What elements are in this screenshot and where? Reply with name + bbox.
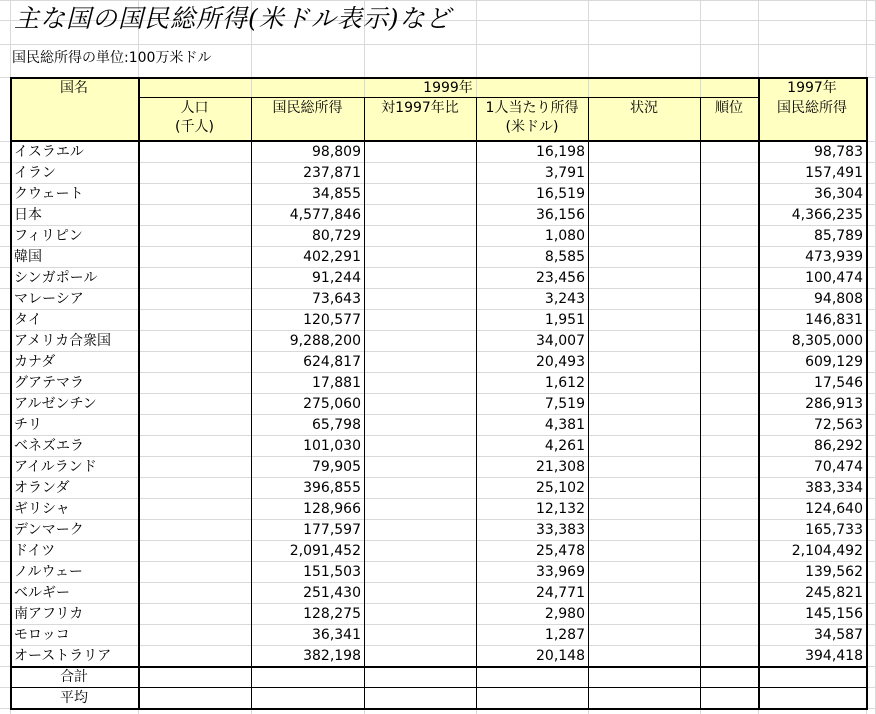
- cell-gni-1997[interactable]: 8,305,000: [791, 333, 863, 349]
- cell-country[interactable]: グアテマラ: [14, 375, 84, 391]
- cell-country[interactable]: イスラエル: [14, 144, 84, 160]
- cell-country[interactable]: クウェート: [14, 186, 84, 202]
- cell-country[interactable]: フィリピン: [14, 228, 83, 244]
- cell-per-capita[interactable]: 36,156: [536, 207, 585, 223]
- cell-per-capita[interactable]: 16,198: [536, 144, 585, 160]
- cell-gni-1997[interactable]: 139,562: [805, 564, 863, 580]
- cell-per-capita[interactable]: 12,132: [536, 501, 585, 517]
- gridline: [0, 183, 876, 184]
- cell-per-capita[interactable]: 3,791: [544, 165, 585, 181]
- cell-gni-1997[interactable]: 72,563: [814, 417, 863, 433]
- cell-country[interactable]: ベルギー: [14, 585, 70, 601]
- gridline: [0, 246, 876, 247]
- cell-country[interactable]: カナダ: [14, 354, 56, 370]
- cell-gni-1999[interactable]: 120,577: [303, 312, 361, 328]
- cell-country[interactable]: 韓国: [14, 249, 42, 265]
- header-population[interactable]: 人口: [180, 100, 209, 116]
- gridline: [0, 582, 876, 583]
- gridline: [0, 225, 876, 226]
- gridline: [0, 624, 876, 625]
- cell-per-capita[interactable]: 24,771: [536, 585, 585, 601]
- cell-gni-1997[interactable]: 98,783: [814, 144, 863, 160]
- border-header-mid: [138, 97, 758, 98]
- cell-gni-1997[interactable]: 86,292: [814, 438, 863, 454]
- border-col: [700, 97, 701, 708]
- header-vs-1997[interactable]: 対1997年比: [381, 100, 459, 116]
- cell-gni-1999[interactable]: 177,597: [303, 522, 361, 538]
- gridline: [0, 414, 876, 415]
- cell-gni-1999[interactable]: 91,244: [312, 270, 361, 286]
- cell-country[interactable]: 日本: [14, 207, 42, 223]
- cell-country[interactable]: シンガポール: [14, 270, 98, 286]
- cell-per-capita[interactable]: 3,243: [544, 291, 585, 307]
- cell-gni-1999[interactable]: 36,341: [312, 627, 361, 643]
- cell-gni-1997[interactable]: 145,156: [805, 606, 863, 622]
- cell-gni-1999[interactable]: 80,729: [312, 228, 361, 244]
- cell-gni-1997[interactable]: 157,491: [805, 165, 863, 181]
- gridline: [0, 540, 876, 541]
- cell-per-capita[interactable]: 7,519: [544, 396, 585, 412]
- gridline: [0, 435, 876, 436]
- footer-average-label[interactable]: 平均: [60, 690, 88, 706]
- gridline: [0, 330, 876, 331]
- cell-per-capita[interactable]: 23,456: [536, 270, 585, 286]
- cell-gni-1999[interactable]: 73,643: [312, 291, 361, 307]
- cell-country[interactable]: デンマーク: [14, 522, 84, 538]
- cell-per-capita[interactable]: 4,261: [544, 438, 585, 454]
- gridline: [0, 0, 876, 1]
- cell-country[interactable]: ベネズエラ: [14, 438, 84, 454]
- gridline: [0, 204, 876, 205]
- cell-gni-1999[interactable]: 624,817: [303, 354, 361, 370]
- cell-per-capita[interactable]: 4,381: [544, 417, 585, 433]
- cell-gni-1997[interactable]: 94,808: [814, 291, 863, 307]
- gridline: [0, 645, 876, 646]
- cell-per-capita[interactable]: 33,383: [536, 522, 585, 538]
- sheet-title[interactable]: 主な国の国民総所得(米ドル表示)など: [14, 4, 452, 33]
- cell-per-capita[interactable]: 1,612: [544, 375, 585, 391]
- cell-gni-1999[interactable]: 34,855: [312, 186, 361, 202]
- cell-gni-1997[interactable]: 245,821: [805, 585, 863, 601]
- cell-gni-1997[interactable]: 85,789: [814, 228, 863, 244]
- cell-country[interactable]: チリ: [14, 417, 42, 433]
- cell-gni-1999[interactable]: 65,798: [312, 417, 361, 433]
- cell-country[interactable]: 南アフリカ: [14, 606, 84, 622]
- cell-per-capita[interactable]: 1,080: [544, 228, 585, 244]
- cell-gni-1999[interactable]: 151,503: [303, 564, 361, 580]
- cell-gni-1999[interactable]: 275,060: [303, 396, 361, 412]
- cell-per-capita[interactable]: 2,980: [544, 606, 585, 622]
- cell-gni-1997[interactable]: 394,418: [805, 648, 863, 664]
- cell-gni-1997[interactable]: 17,546: [814, 375, 863, 391]
- gridline: [0, 456, 876, 457]
- cell-gni-1999[interactable]: 128,966: [303, 501, 361, 517]
- border-right: [866, 77, 868, 710]
- cell-gni-1997[interactable]: 4,366,235: [791, 207, 863, 223]
- cell-per-capita[interactable]: 20,148: [536, 648, 585, 664]
- cell-per-capita[interactable]: 25,478: [536, 543, 585, 559]
- cell-country[interactable]: タイ: [14, 312, 42, 328]
- gridline: [0, 393, 876, 394]
- cell-per-capita[interactable]: 33,969: [536, 564, 585, 580]
- gridline: [0, 309, 876, 310]
- header-year-1997[interactable]: 1997年: [787, 80, 837, 96]
- cell-gni-1999[interactable]: 17,881: [312, 375, 361, 391]
- cell-gni-1997[interactable]: 473,939: [805, 249, 863, 265]
- header-status[interactable]: 状況: [630, 100, 658, 116]
- cell-country[interactable]: イラン: [14, 165, 56, 181]
- cell-gni-1997[interactable]: 100,474: [805, 270, 863, 286]
- cell-per-capita[interactable]: 1,287: [544, 627, 585, 643]
- cell-gni-1999[interactable]: 4,577,846: [289, 207, 361, 223]
- cell-per-capita[interactable]: 8,585: [544, 249, 585, 265]
- border-col: [364, 97, 365, 708]
- border-left: [10, 77, 12, 710]
- cell-country[interactable]: マレーシア: [14, 291, 84, 307]
- cell-country[interactable]: ドイツ: [14, 543, 56, 559]
- cell-gni-1999[interactable]: 101,030: [303, 438, 361, 454]
- header-per-capita-unit[interactable]: (米ドル): [505, 119, 559, 135]
- cell-gni-1997[interactable]: 36,304: [814, 186, 863, 202]
- gridline: [0, 162, 876, 163]
- border-col-country: [138, 77, 140, 710]
- unit-note[interactable]: 国民総所得の単位:100万米ドル: [12, 50, 212, 66]
- gridline: [0, 351, 876, 352]
- cell-gni-1999[interactable]: 128,275: [303, 606, 361, 622]
- gridline: [0, 603, 876, 604]
- header-gni[interactable]: 国民総所得: [272, 100, 343, 116]
- cell-gni-1999[interactable]: 402,291: [303, 249, 361, 265]
- gridline: [0, 44, 876, 45]
- header-country[interactable]: 国名: [60, 80, 88, 96]
- cell-gni-1999[interactable]: 251,430: [303, 585, 361, 601]
- border-col: [588, 97, 589, 708]
- cell-country[interactable]: モロッコ: [14, 627, 70, 643]
- cell-gni-1997[interactable]: 286,913: [805, 396, 863, 412]
- cell-gni-1997[interactable]: 165,733: [805, 522, 863, 538]
- header-year-1999[interactable]: 1999年: [423, 80, 473, 96]
- cell-gni-1999[interactable]: 9,288,200: [289, 333, 361, 349]
- footer-total-label[interactable]: 合計: [60, 669, 88, 685]
- gridline: [0, 477, 876, 478]
- gridline: [0, 267, 876, 268]
- cell-gni-1997[interactable]: 146,831: [805, 312, 863, 328]
- header-rank[interactable]: 順位: [715, 100, 743, 116]
- cell-gni-1997[interactable]: 2,104,492: [791, 543, 863, 559]
- cell-per-capita[interactable]: 25,102: [536, 480, 585, 496]
- gridline: [0, 519, 876, 520]
- cell-gni-1997[interactable]: 383,334: [805, 480, 863, 496]
- cell-country[interactable]: アルゼンチン: [14, 396, 97, 412]
- cell-country[interactable]: アイルランド: [14, 459, 97, 475]
- cell-gni-1997[interactable]: 609,129: [805, 354, 863, 370]
- cell-country[interactable]: アメリカ合衆国: [14, 333, 112, 349]
- cell-country[interactable]: オーストラリア: [14, 648, 112, 664]
- header-gni-1997[interactable]: 国民総所得: [777, 100, 847, 116]
- cell-per-capita[interactable]: 1,951: [544, 312, 585, 328]
- header-population-unit[interactable]: (千人): [175, 119, 214, 135]
- cell-per-capita[interactable]: 34,007: [536, 333, 585, 349]
- cell-per-capita[interactable]: 20,493: [536, 354, 585, 370]
- cell-gni-1999[interactable]: 396,855: [303, 480, 361, 496]
- cell-gni-1997[interactable]: 70,474: [814, 459, 863, 475]
- cell-country[interactable]: ノルウェー: [14, 564, 83, 580]
- gridline: [0, 372, 876, 373]
- cell-gni-1999[interactable]: 98,809: [312, 144, 361, 160]
- cell-country[interactable]: ギリシャ: [14, 501, 70, 517]
- cell-gni-1999[interactable]: 79,905: [312, 459, 361, 475]
- cell-gni-1999[interactable]: 237,871: [303, 165, 361, 181]
- cell-country[interactable]: オランダ: [14, 480, 70, 496]
- header-per-capita[interactable]: 1人当たり所得: [485, 100, 579, 116]
- cell-gni-1999[interactable]: 2,091,452: [289, 543, 361, 559]
- gridline: [0, 561, 876, 562]
- cell-per-capita[interactable]: 21,308: [536, 459, 585, 475]
- cell-gni-1999[interactable]: 382,198: [303, 648, 361, 664]
- cell-gni-1997[interactable]: 124,640: [805, 501, 863, 517]
- cell-per-capita[interactable]: 16,519: [536, 186, 585, 202]
- gridline: [0, 288, 876, 289]
- cell-gni-1997[interactable]: 34,587: [814, 627, 863, 643]
- gridline: [0, 498, 876, 499]
